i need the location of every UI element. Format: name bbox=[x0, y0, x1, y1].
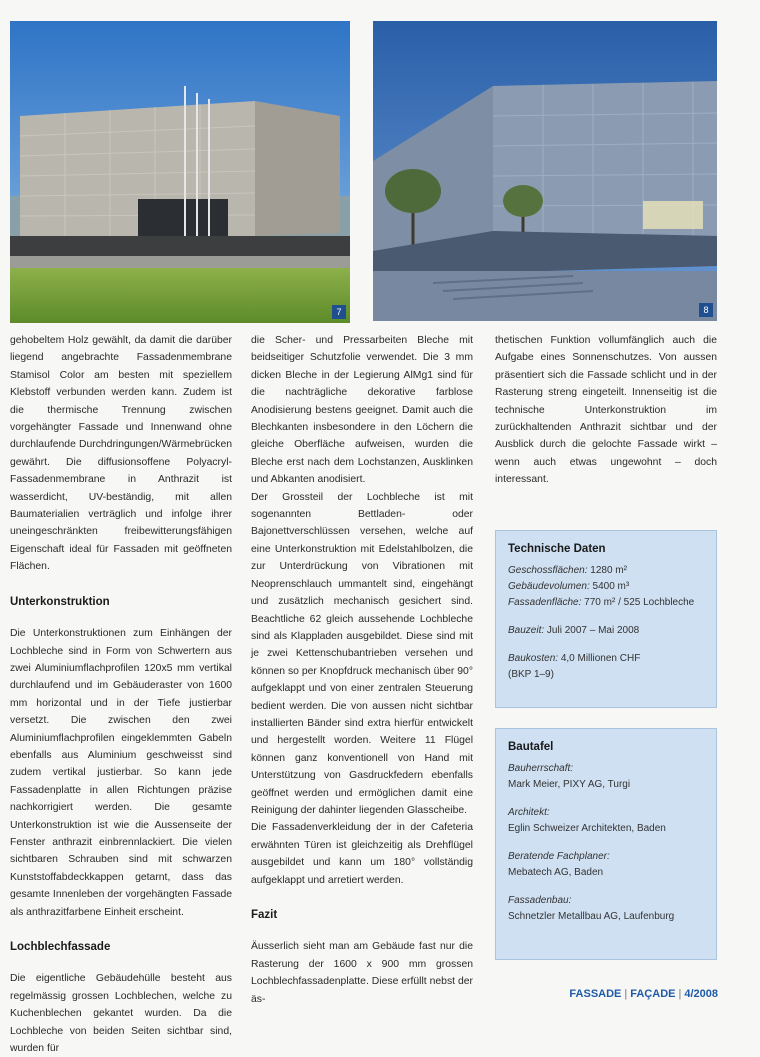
footer-magazine-fr: FAÇADE bbox=[630, 988, 676, 1000]
technical-data-box bbox=[495, 530, 717, 708]
section-heading: Lochblechfassade bbox=[10, 941, 111, 953]
footer-issue: 4/2008 bbox=[684, 988, 718, 1000]
paragraph: Der Grossteil der Lochbleche ist mit sogenannten Bettladen- oder Bajonettverschlüssen versehen, welche auf eine Unterkonstruktion mit Edelstahlbolzen, die zur Unterdrückung von Vibrationen mit Neoprenschlauch ummantelt sind, eingehängt und zusätzlich mechanisch gesichert sind. Beachtliche 62 gleich aussehende Lochbleche sind als Klappladen ausgebildet. Diese sind mit je zwei Kettenschubantrieben versehen und können so per Knopfdruck mechanisch über 90° aufgeklappt und von einer zentralen Steuerung bedient werden. Die von aussen nicht sichtbar installierten Bänder sind extra hierfür entwickelt und hergestellt worden. Weitere 11 Flügel können ganz konventionell von Hand mit Unterstützung von Gasdruckfedern ebenfalls geöffnet werden und ermöglichen damit eine Reinigung der dahinter liegenden Glasscheibe. bbox=[251, 491, 473, 816]
footer-separator: | bbox=[624, 988, 628, 1000]
figure-number: 8 bbox=[699, 303, 713, 317]
tech-row: Fassadenfläche: 770 m² / 525 Lochbleche bbox=[508, 597, 695, 608]
tech-row: Geschossflächen: 1280 m² bbox=[508, 565, 627, 576]
text-column-3 bbox=[495, 332, 717, 489]
footer-magazine: FASSADE bbox=[569, 988, 622, 1000]
building-right-illustration bbox=[373, 21, 717, 321]
tech-row: Bauzeit: Juli 2007 – Mai 2008 bbox=[508, 625, 640, 636]
building-left-illustration bbox=[10, 21, 350, 323]
photo-building-right bbox=[373, 21, 717, 321]
box-title: Technische Daten bbox=[508, 543, 606, 555]
footer-separator: | bbox=[678, 988, 682, 1000]
bautafel-value: Schnetzler Metallbau AG, Laufenburg bbox=[508, 911, 675, 922]
text-column-2 bbox=[251, 332, 473, 1008]
figure-number: 7 bbox=[332, 305, 346, 319]
paragraph: Äusserlich sieht man am Gebäude fast nur die Rasterung der 1600 x 900 mm grossen Lochblechfassadenplatte. Diese erfüllt nebst der äs- bbox=[251, 941, 473, 1005]
text-column-1 bbox=[10, 332, 232, 1057]
tech-row: (BKP 1–9) bbox=[508, 669, 554, 680]
bautafel-label: Bauherrschaft: bbox=[508, 763, 574, 774]
page-footer bbox=[569, 988, 718, 1000]
photo-building-left bbox=[10, 21, 350, 323]
bautafel-value: Mebatech AG, Baden bbox=[508, 867, 604, 878]
bautafel-label: Fassadenbau: bbox=[508, 895, 572, 906]
paragraph: die Scher- und Pressarbeiten Bleche mit beidseitiger Schutzfolie verwendet. Die 3 mm dicken Bleche in der Legierung AlMg1 sind für die nachträgliche dekorative farblose Anodisierung bestens geeignet. Damit auch die Blechkanten insbesondere in den Löchern die gleiche Oberfläche aufweisen, wurden die Bleche erst nach dem Lochstanzen, Ausklinken und Abkanten anodisiert. bbox=[251, 335, 473, 486]
paragraph: thetischen Funktion vollumfänglich auch die Aufgabe eines Sonnenschutzes. Von aussen präsentiert sich die Fassade schlicht und in der Rasterung streng eingeteilt. Innenseitig ist die technische Unterkonstruktion im zurückhaltenden Anthrazit sichtbar und der Ausblick durch die gelochte Fassade wirkt – wenn auch etwas ungewohnt – doch interessant. bbox=[495, 335, 717, 486]
tech-row: Baukosten: 4,0 Millionen CHF bbox=[508, 653, 641, 664]
bautafel-label: Architekt: bbox=[508, 807, 550, 818]
tech-row: Gebäudevolumen: 5400 m³ bbox=[508, 581, 630, 592]
paragraph: Die Fassadenverkleidung der in der Cafeteria erwähnten Türen ist gleichzeitig als Drehflügel ausgebildet und kann um 180° vollständig aufgeklappt und arretiert werden. bbox=[251, 822, 473, 886]
bautafel-value: Mark Meier, PIXY AG, Turgi bbox=[508, 779, 631, 790]
paragraph: Die eigentliche Gebäudehülle besteht aus regelmässig grossen Lochblechen, welche zu Kuchenblechen gekantet wurden. Da die Lochbleche von beiden Seiten sichtbar sind, wurden für bbox=[10, 973, 232, 1055]
bautafel-box bbox=[495, 728, 717, 960]
section-heading: Unterkonstruktion bbox=[10, 595, 110, 608]
paragraph: Die Unterkonstruktionen zum Einhängen der Lochbleche sind in Form von Schwertern aus zwei Aluminiumflachprofilen 120x5 mm vertikal durchlaufend und im Gebäuderaster von 1600 mm horizontal und in der Tiefe justierbar versetzt. Die zwischen den zwei Aluminiumflachprofilen eingeklemmten Gabeln ebenfalls aus Aluminium geschweisst sind zudem vertikal justierbar. So kann jede Fassadenplatte in allen Richtungen präzise nachkorrigiert werden. Die gesamte Unterkonstruktion ist wie die Aussenseite der Fenster anthrazit einbrennlackiert. Die vielen sichtbaren Schrauben sind mit schwarzen Kunststoffabdeckkappen getarnt, dass das gesamte Innenleben der vorgehängten Fassade als anthrazitfarbene Einheit erscheint. bbox=[10, 628, 232, 918]
bautafel-label: Beratende Fachplaner: bbox=[508, 851, 610, 862]
bautafel-value: Eglin Schweizer Architekten, Baden bbox=[508, 823, 666, 834]
section-heading: Fazit bbox=[251, 909, 278, 921]
box-title: Bautafel bbox=[508, 741, 554, 753]
paragraph: gehobeltem Holz gewählt, da damit die darüber liegend angebrachte Fassadenmembrane Stamisol Color am besten mit speziellem Klebstoff verbunden werden kann. Zudem ist die thermische Trennung zwischen vorgehängter Fassade und Innenwand ohne durchlaufende Durchdringungen/Wärmebrücken gewährt. Die diffusionsoffene Polyacryl-Fassadenmembrane in Anthrazit ist wasserdicht, UV-beständig, mit allen Baumaterialien verträglich und infolge ihrer uneingeschränkten freibewitterungsfähigen Eigenschaft ideal für Fassaden mit geöffneten Flächen. bbox=[10, 335, 232, 573]
